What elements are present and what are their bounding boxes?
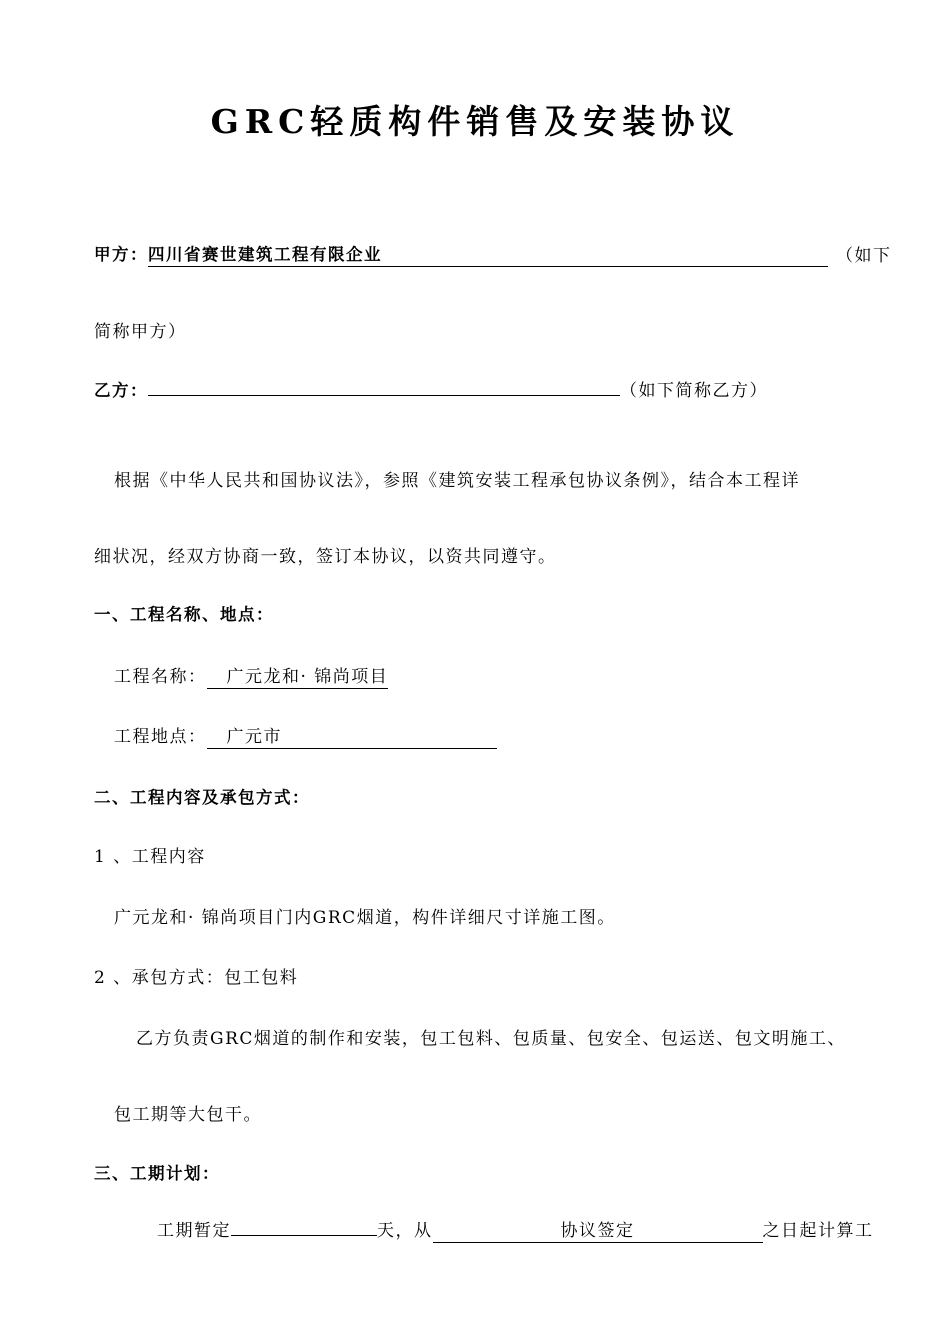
contract-mode-line-2: 包工期等大包干。 xyxy=(114,1105,262,1125)
section-3-heading: 三、工期计划： xyxy=(94,1164,220,1183)
project-location-line xyxy=(114,722,497,749)
party-b-line xyxy=(94,376,768,401)
project-name-label: 工程名称： xyxy=(114,667,207,687)
schedule-start-value: 协议签定 xyxy=(433,1221,763,1243)
party-a-line xyxy=(94,241,828,267)
party-b-suffix: （如下简称乙方） xyxy=(620,381,768,401)
schedule-suffix: 之日起计算工 xyxy=(762,1221,874,1241)
party-a-label: 甲方： xyxy=(94,245,148,264)
schedule-mid: 天，从 xyxy=(377,1221,433,1241)
scope-heading: 1 、工程内容 xyxy=(94,847,206,867)
project-name-value: 广元龙和· 锦尚项目 xyxy=(207,667,389,689)
party-a-suffix: （如下 xyxy=(836,246,892,266)
party-a-alias: 简称甲方） xyxy=(94,322,187,342)
contract-mode-heading: 2 、承包方式：包工包料 xyxy=(94,968,299,988)
schedule-days-blank xyxy=(231,1235,377,1236)
project-location-label: 工程地点： xyxy=(114,727,207,747)
party-a-name: 四川省赛世建筑工程有限企业 xyxy=(148,245,828,267)
schedule-prefix: 工期暂定 xyxy=(157,1221,231,1241)
project-name-line xyxy=(114,662,388,689)
section-2-heading: 二、工程内容及承包方式： xyxy=(94,788,310,807)
project-location-value: 广元市 xyxy=(207,727,497,749)
scope-text: 广元龙和· 锦尚项目门内GRC烟道，构件详细尺寸详施工图。 xyxy=(114,908,616,928)
document-title: GRC轻质构件销售及安装协议 xyxy=(210,102,740,141)
preamble-line-2: 细状况，经双方协商一致，签订本协议，以资共同遵守。 xyxy=(94,547,557,567)
party-b-name xyxy=(148,395,620,396)
preamble-line-1: 根据《中华人民共和国协议法》，参照《建筑安装工程承包协议条例》，结合本工程详 xyxy=(114,471,800,491)
contract-mode-line-1: 乙方负责GRC烟道的制作和安装，包工包料、包质量、包安全、包运送、包文明施工、 xyxy=(136,1029,846,1049)
party-b-label: 乙方： xyxy=(94,381,148,400)
section-1-heading: 一、工程名称、地点： xyxy=(94,605,274,624)
schedule-line xyxy=(157,1216,874,1243)
